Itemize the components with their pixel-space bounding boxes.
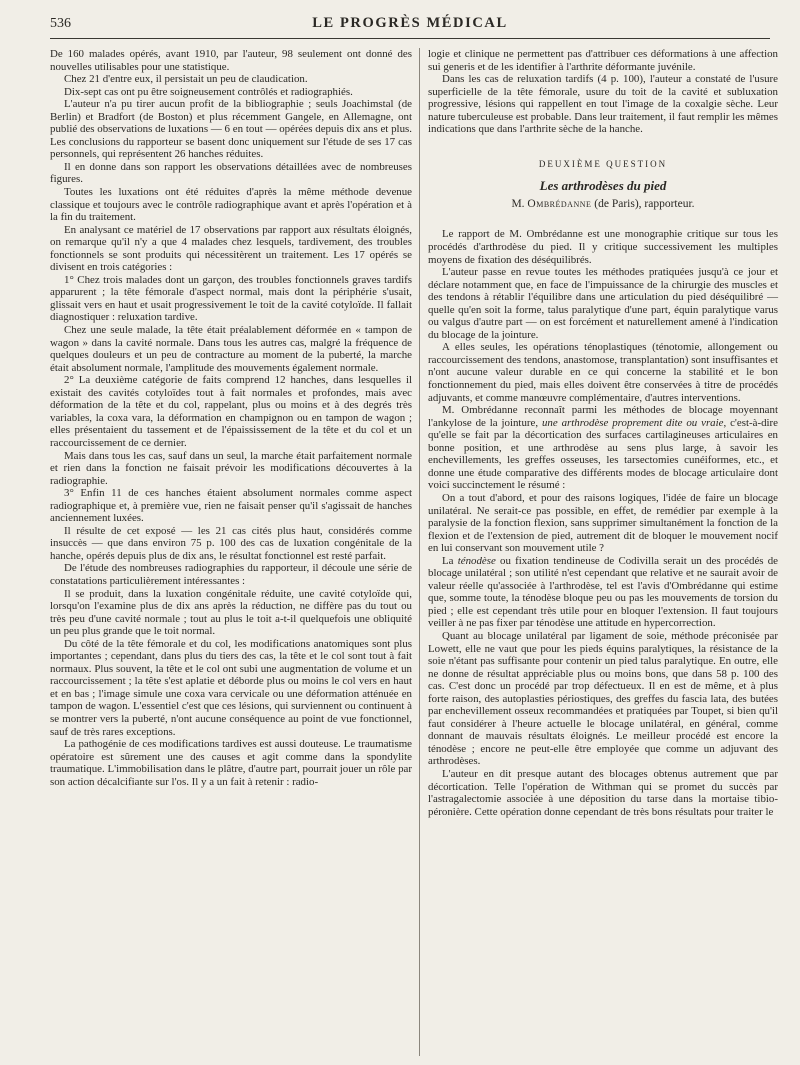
paragraph: Il se produit, dans la luxation congénitale réduite, une cavité cotyloïde qui, lorsqu'on l'examine plus de dix ans après la réduction, ne diffère pas du tout ou très peu d'une cavité normale ; tout au plus le toit a-t-il quelquefois une obliquité un peu plus grande que le toit normal. xyxy=(50,587,412,638)
continuation-paragraph: logie et clinique ne permettent pas d'attribuer ces déformations à une affection sui generis et de les identifier à l'arthrite déformante juvénile. xyxy=(428,48,778,73)
article-title: Les arthrodèses du pied xyxy=(539,178,667,194)
paragraph: 1° Chez trois malades dont un garçon, des troubles fonctionnels graves tardifs apparurent ; la tête fémorale d'aspect normal, mais dont la périphérie s'usait, glissait vers en haut et usait progressivement le toit de la cavité cotyloïde. Il fallait diagnostiquer : reluxation tardive. xyxy=(50,273,412,324)
paragraph: Le rapport de M. Ombrédanne est une monographie critique sur tous les procédés d'arthrodèse du pied. Il y critique successivement les multiples moyens de fixation des déséquilibrés. xyxy=(428,228,778,266)
text-run: La xyxy=(442,554,458,567)
emphasis: ténodèse xyxy=(457,554,496,567)
rapporteur-line xyxy=(428,198,778,211)
paragraph: L'auteur en dit presque autant des blocages obtenus autrement que par décortication. Telle l'opération de Withman qui se promet du succès par l'astragalectomie associée à une déposition du tarse dans la mortaise tibio-péronière. Cette opération donne cependant de très bons résultats pour traiter le xyxy=(428,767,778,818)
right-column xyxy=(428,48,778,818)
page-header xyxy=(50,14,770,39)
paragraph: Il en donne dans son rapport les observations détaillées avec de nombreuses figures. xyxy=(50,160,412,186)
left-column xyxy=(50,48,412,788)
paragraph: Dix-sept cas ont pu être soigneusement contrôlés et radiographiés. xyxy=(64,85,353,98)
paragraph: Chez 21 d'entre eux, il persistait un peu de claudication. xyxy=(64,73,308,86)
rapporteur-suffix: (de Paris), rapporteur. xyxy=(591,197,695,210)
paragraph: Du côté de la tête fémorale et du col, les modifications anatomiques sont plus importantes ; cependant, dans plus du tiers des cas, la tête et le col sont tout à fait normaux. Plus souvent, la tête et le col ont subi une augmentation de volume et un raccourcissement ; la tête s'est aplatie et déborde plus ou moins le col vers en haut et en bas ; l'image simule une coxa vara cervicale ou une déformation atténuée en tampon de wagon. L'essentiel c'est que ces lésions, qui surviennent ou continuent à se montrer vers la puberté, n'ont aucune conséquence au point de vue fonctionnel, sauf de très rares exceptions. xyxy=(50,637,412,738)
paragraph: L'auteur n'a pu tirer aucun profit de la bibliographie ; seuls Joachimstal (de Berlin) et Bradfort (de Boston) et plus récemment Gangele, en Allemagne, ont publié des observations de luxations — 6 en tout — opérées depuis dix ans et plus. Les conclusions du rapporteur se basent donc uniquement sur l'étude de ses 17 cas personnels, qui représentent 26 hanches réduites. xyxy=(50,98,412,161)
text-run: , c'est-à-dire qu'elle se fait par la décortication des surfaces cartilagineuses articulaires en bonne position, et une arthrodèse au sens plus large, à savoir les enchevillements, les greffes osseuses, les tarsectomies cunéiformes, etc., et donne une étude comparative des différents modes de blocage articulaire dont voici succinctement le résumé : xyxy=(428,416,779,492)
paragraph: Toutes les luxations ont été réduites d'après la même méthode devenue classique et toujours avec le contrôle radiographique avant et après l'opération et à la fin du traitement. xyxy=(50,186,412,224)
section-label: DEUXIÈME QUESTION xyxy=(538,158,668,169)
paragraph: 3° Enfin 11 de ces hanches étaient absolument normales comme aspect radiographique et, à première vue, rien ne faisait penser qu'il s'agissait de hanches anciennement luxées. xyxy=(50,487,412,525)
paragraph: De l'étude des nombreuses radiographies du rapporteur, il découle une série de constatations particulièrement intéressantes : xyxy=(50,562,412,587)
page-number: 536 xyxy=(50,16,71,31)
paragraph: Chez une seule malade, la tête était préalablement déformée en « tampon de wagon » dans la cavité normale. Dans tous les autres cas, malgré la fréquence de quelques douleurs et un peu de contracture au moment de la puberté, la marche était absolument normale, l'amplitude des mouvements également normale. xyxy=(50,324,412,374)
text-run: M. Ombrédanne reconnaît parmi les méthodes de blocage moyennant l'ankylose de la jointure, xyxy=(428,404,778,429)
paragraph: L'auteur passe en revue toutes les méthodes pratiquées jusqu'à ce jour et déclare notamment que, en face de l'impuissance de la chirurgie des muscles et des tendons à rétablir l'équilibre dans une articulation du pied déséquilibré — quelle qu'en soit la forme, talus paralytique d'une part, équin paralytique varus ou valgus d'autre part — on est forcément et naturellement amené à l'indication du blocage de la jointure. xyxy=(428,266,778,341)
column-divider xyxy=(419,48,420,1056)
paragraph: Il résulte de cet exposé — les 21 cas cités plus haut, considérés comme insuccès — que dans environ 75 p. 100 des cas de luxation congénitale de la hanche, opérés depuis plus de dix ans, le résultat fonctionnel est resté parfait. xyxy=(50,524,412,562)
paragraph xyxy=(428,555,778,630)
paragraph: Quant au blocage unilatéral par ligament de soie, méthode préconisée par Lowett, elle ne vaut que pour les pieds équins paralytiques, la résistance de la soie n'étant pas suffisante pour contenir un pied talus paralytique. En outre, elle ne donne de résultat appréciable plus ou moins bons, que dans 58 p. 100 des cas. C'est donc un procédé par trop défectueux. Il en est de même, et à plus forte raison, des autoplasties périostiques, des greffes du fascia lata, des butées par enchevillement osseux recommandées et pratiquées par Toupet, si bien qu'il faut considérer à l'heure actuelle le blocage unilatéral, en général, comme donnant de mauvais résultats éloignés. Le meilleur procédé est encore la ténodèse ; encore ne peut-elle être employée que comme un adjuvant des arthrodèses. xyxy=(428,629,778,768)
paragraph: Dans les cas de reluxation tardifs (4 p. 100), l'auteur a constaté de l'usure superficielle de la tête fémorale, usure du toit de la cavité et subluxation progressive, lésions qui rappellent en tout l'image de la coxalgie sèche. Leur nature tuberculeuse est probable. Dans leur traitement, il faut remplir les mêmes indications que dans l'arthrite sèche de la hanche. xyxy=(428,73,778,136)
rapporteur-name: Ombrédanne xyxy=(527,197,592,210)
paragraph: On a tout d'abord, et pour des raisons logiques, l'idée de faire un blocage unilatéral. Ne serait-ce pas possible, en effet, de remédier par exemple à la paralysie de la fonction flexion, sans supprimer simultanément la fonction de la flexion et de l'extension de pied, autrement dit de bloquer le mouvement nocif en lui conservant son mouvement utile ? xyxy=(428,491,778,555)
paragraph: 2° La deuxième catégorie de faits comprend 12 hanches, dans lesquelles il existait des cavités cotyloïdes tout à fait normales et profondes, mais avec déformation de la tête et du col, rappelant, plus ou moins et à des degrés très variables, la coxa vara, la déformation en champignon ou en tampon de wagon ; elles présentaient du tassement et de l'épaississement de la tête et du col et un raccourcissement de ce dernier. xyxy=(50,374,412,449)
journal-title: LE PROGRÈS MÉDICAL xyxy=(312,15,508,31)
paragraph: Mais dans tous les cas, sauf dans un seul, la marche était parfaitement normale et rien dans la fonction ne faisait prévoir les modifications découvertes à la radiographie. xyxy=(50,449,412,487)
rapporteur-prefix: M. xyxy=(511,197,528,210)
paragraph: De 160 malades opérés, avant 1910, par l'auteur, 98 seulement ont donné des nouvelles utilisables pour une statistique. xyxy=(50,48,412,73)
emphasis: une arthrodèse proprement dite ou vraie xyxy=(541,416,724,429)
paragraph: A elles seules, les opérations ténoplastiques (ténotomie, allongement ou raccourcissement des tendons, anastomose, transplantation) sont insuffisantes et n'ont aucune valeur durable en ce qui concerne la stabilité et le bon fonctionnement du pied, mais elles doivent être conservées à titre de procédés adjuvants, et comme manœuvre complémentaire, d'autres interventions. xyxy=(428,341,778,404)
paragraph xyxy=(428,404,778,492)
text-run: ou fixation tendineuse de Codivilla serait un des procédés de blocage unilatéral ; son utilité n'est cependant que relative et ne saurait avoir de valeur réelle qu'associée à l'arthrodèse, tel est l'avis d'Ombrédanne qui estime que, somme toute, la ténodèse bloque peu ou pas les mouvements de torsion du pied ; elle est cependant très utile pour en bloquer l'extension. Il faut toujours veiller à ne pas fixer par ténodèse une attitude en hypercorrection. xyxy=(428,554,778,630)
paragraph: En analysant ce matériel de 17 observations par rapport aux résultats éloignés, on remarque qu'il n'y a que 4 malades chez lesquels, tardivement, des troubles fonctionnels se sont produits qui nécessitèrent un traitement. Les 17 opérés se divisent en trois catégories : xyxy=(50,223,412,274)
paragraph: La pathogénie de ces modifications tardives est aussi douteuse. Le traumatisme opératoire est sûrement une des causes et agit comme dans la spondylite traumatique. L'immobilisation dans le plâtre, d'autre part, pourrait jouer un rôle par son action décalcifiante sur l'os. Il y a un fait à retenir : radio- xyxy=(50,738,412,788)
